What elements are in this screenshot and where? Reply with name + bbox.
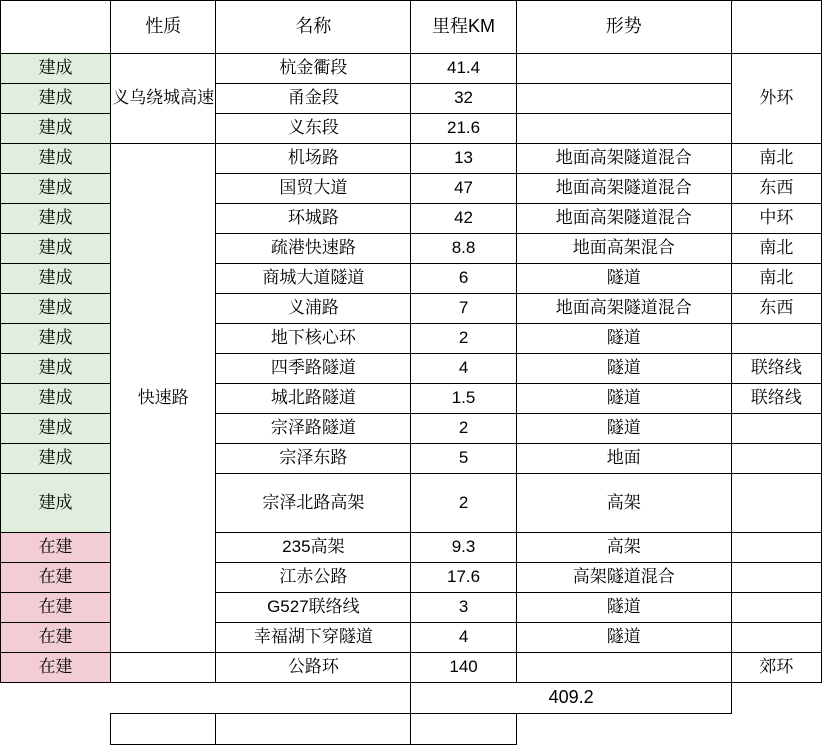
row-name: 江赤公路 xyxy=(216,563,411,593)
status-badge: 建成 xyxy=(1,84,111,114)
row-shape: 南北 xyxy=(731,144,821,174)
row-shape xyxy=(731,563,821,593)
header-name: 名称 xyxy=(216,1,411,54)
row-km: 32 xyxy=(411,84,516,114)
row-km: 7 xyxy=(411,294,516,324)
row-shape xyxy=(731,623,821,653)
row-km: 6 xyxy=(411,264,516,294)
total-spacer-2 xyxy=(111,683,216,714)
row-shape: 外环 xyxy=(731,54,821,144)
bottom-spacer-1 xyxy=(1,714,111,745)
row-name: 公路环 xyxy=(216,653,411,683)
header-shape xyxy=(731,1,821,54)
header-form: 形势 xyxy=(516,1,731,54)
row-form xyxy=(516,54,731,84)
row-form: 地面高架混合 xyxy=(516,234,731,264)
table-row xyxy=(1,653,822,683)
row-name: 四季路隧道 xyxy=(216,354,411,384)
status-badge: 建成 xyxy=(1,144,111,174)
row-name: 环城路 xyxy=(216,204,411,234)
row-km: 8.8 xyxy=(411,234,516,264)
row-shape: 联络线 xyxy=(731,384,821,414)
row-form: 隧道 xyxy=(516,623,731,653)
total-spacer-3 xyxy=(216,683,411,714)
row-km: 21.6 xyxy=(411,114,516,144)
total-spacer-1 xyxy=(1,683,111,714)
row-name: 城北路隧道 xyxy=(216,384,411,414)
row-form xyxy=(516,84,731,114)
row-form xyxy=(516,114,731,144)
status-badge: 建成 xyxy=(1,54,111,84)
row-km: 140 xyxy=(411,653,516,683)
row-shape xyxy=(731,414,821,444)
row-km: 13 xyxy=(411,144,516,174)
row-name: 235高架 xyxy=(216,533,411,563)
row-shape: 联络线 xyxy=(731,354,821,384)
bottom-cell-3 xyxy=(411,714,516,745)
status-badge: 建成 xyxy=(1,114,111,144)
row-km: 5 xyxy=(411,444,516,474)
row-name: 甬金段 xyxy=(216,84,411,114)
header-nature: 性质 xyxy=(111,1,216,54)
table-row xyxy=(1,144,822,174)
row-name: 商城大道隧道 xyxy=(216,264,411,294)
row-form xyxy=(516,653,731,683)
row-form: 高架 xyxy=(516,474,731,533)
row-km: 4 xyxy=(411,623,516,653)
row-form: 隧道 xyxy=(516,593,731,623)
row-form: 隧道 xyxy=(516,414,731,444)
row-shape: 南北 xyxy=(731,234,821,264)
bottom-row xyxy=(1,714,822,745)
row-km: 4 xyxy=(411,354,516,384)
status-badge: 在建 xyxy=(1,623,111,653)
status-badge: 建成 xyxy=(1,294,111,324)
bottom-spacer-2 xyxy=(516,714,731,745)
status-badge: 建成 xyxy=(1,384,111,414)
row-form: 隧道 xyxy=(516,354,731,384)
row-km: 3 xyxy=(411,593,516,623)
status-badge: 建成 xyxy=(1,414,111,444)
row-form: 隧道 xyxy=(516,384,731,414)
row-shape xyxy=(731,533,821,563)
row-km: 41.4 xyxy=(411,54,516,84)
total-row xyxy=(1,683,822,714)
row-name: 机场路 xyxy=(216,144,411,174)
row-km: 9.3 xyxy=(411,533,516,563)
row-shape: 郊环 xyxy=(731,653,821,683)
row-name: 宗泽东路 xyxy=(216,444,411,474)
row-km: 47 xyxy=(411,174,516,204)
group-label-yiwu-ring: 义乌绕城高速 xyxy=(111,54,216,144)
status-badge: 建成 xyxy=(1,444,111,474)
row-shape: 东西 xyxy=(731,294,821,324)
row-km: 1.5 xyxy=(411,384,516,414)
table-header-row xyxy=(1,1,822,54)
row-shape: 南北 xyxy=(731,264,821,294)
row-km: 2 xyxy=(411,324,516,354)
row-name: 地下核心环 xyxy=(216,324,411,354)
row-form: 地面高架隧道混合 xyxy=(516,294,731,324)
row-form: 隧道 xyxy=(516,324,731,354)
group-label-expressway: 快速路 xyxy=(111,144,216,653)
row-nature xyxy=(111,653,216,683)
status-badge: 在建 xyxy=(1,593,111,623)
row-name: 国贸大道 xyxy=(216,174,411,204)
row-shape xyxy=(731,474,821,533)
row-form: 地面高架隧道混合 xyxy=(516,144,731,174)
row-km: 2 xyxy=(411,414,516,444)
total-spacer-4 xyxy=(731,683,821,714)
row-km: 17.6 xyxy=(411,563,516,593)
row-form: 高架 xyxy=(516,533,731,563)
row-name: 义浦路 xyxy=(216,294,411,324)
bottom-spacer-3 xyxy=(731,714,821,745)
status-badge: 在建 xyxy=(1,563,111,593)
row-name: 义东段 xyxy=(216,114,411,144)
header-km: 里程KM xyxy=(411,1,516,54)
row-form: 高架隧道混合 xyxy=(516,563,731,593)
status-badge: 建成 xyxy=(1,354,111,384)
row-shape xyxy=(731,593,821,623)
row-km: 42 xyxy=(411,204,516,234)
row-form: 隧道 xyxy=(516,264,731,294)
bottom-cell-1 xyxy=(111,714,216,745)
row-name: 杭金衢段 xyxy=(216,54,411,84)
total-km: 409.2 xyxy=(411,683,731,714)
status-badge: 建成 xyxy=(1,474,111,533)
row-name: 疏港快速路 xyxy=(216,234,411,264)
row-name: 幸福湖下穿隧道 xyxy=(216,623,411,653)
status-badge: 建成 xyxy=(1,174,111,204)
row-name: G527联络线 xyxy=(216,593,411,623)
table-row xyxy=(1,54,822,84)
status-badge: 建成 xyxy=(1,264,111,294)
bottom-cell-2 xyxy=(216,714,411,745)
row-form: 地面高架隧道混合 xyxy=(516,174,731,204)
status-badge: 建成 xyxy=(1,324,111,354)
row-form: 地面高架隧道混合 xyxy=(516,204,731,234)
status-badge: 在建 xyxy=(1,533,111,563)
row-km: 2 xyxy=(411,474,516,533)
row-shape xyxy=(731,444,821,474)
header-status xyxy=(1,1,111,54)
status-badge: 建成 xyxy=(1,234,111,264)
status-badge: 在建 xyxy=(1,653,111,683)
row-name: 宗泽北路高架 xyxy=(216,474,411,533)
status-badge: 建成 xyxy=(1,204,111,234)
row-form: 地面 xyxy=(516,444,731,474)
row-shape: 东西 xyxy=(731,174,821,204)
row-shape: 中环 xyxy=(731,204,821,234)
row-shape xyxy=(731,324,821,354)
row-name: 宗泽路隧道 xyxy=(216,414,411,444)
